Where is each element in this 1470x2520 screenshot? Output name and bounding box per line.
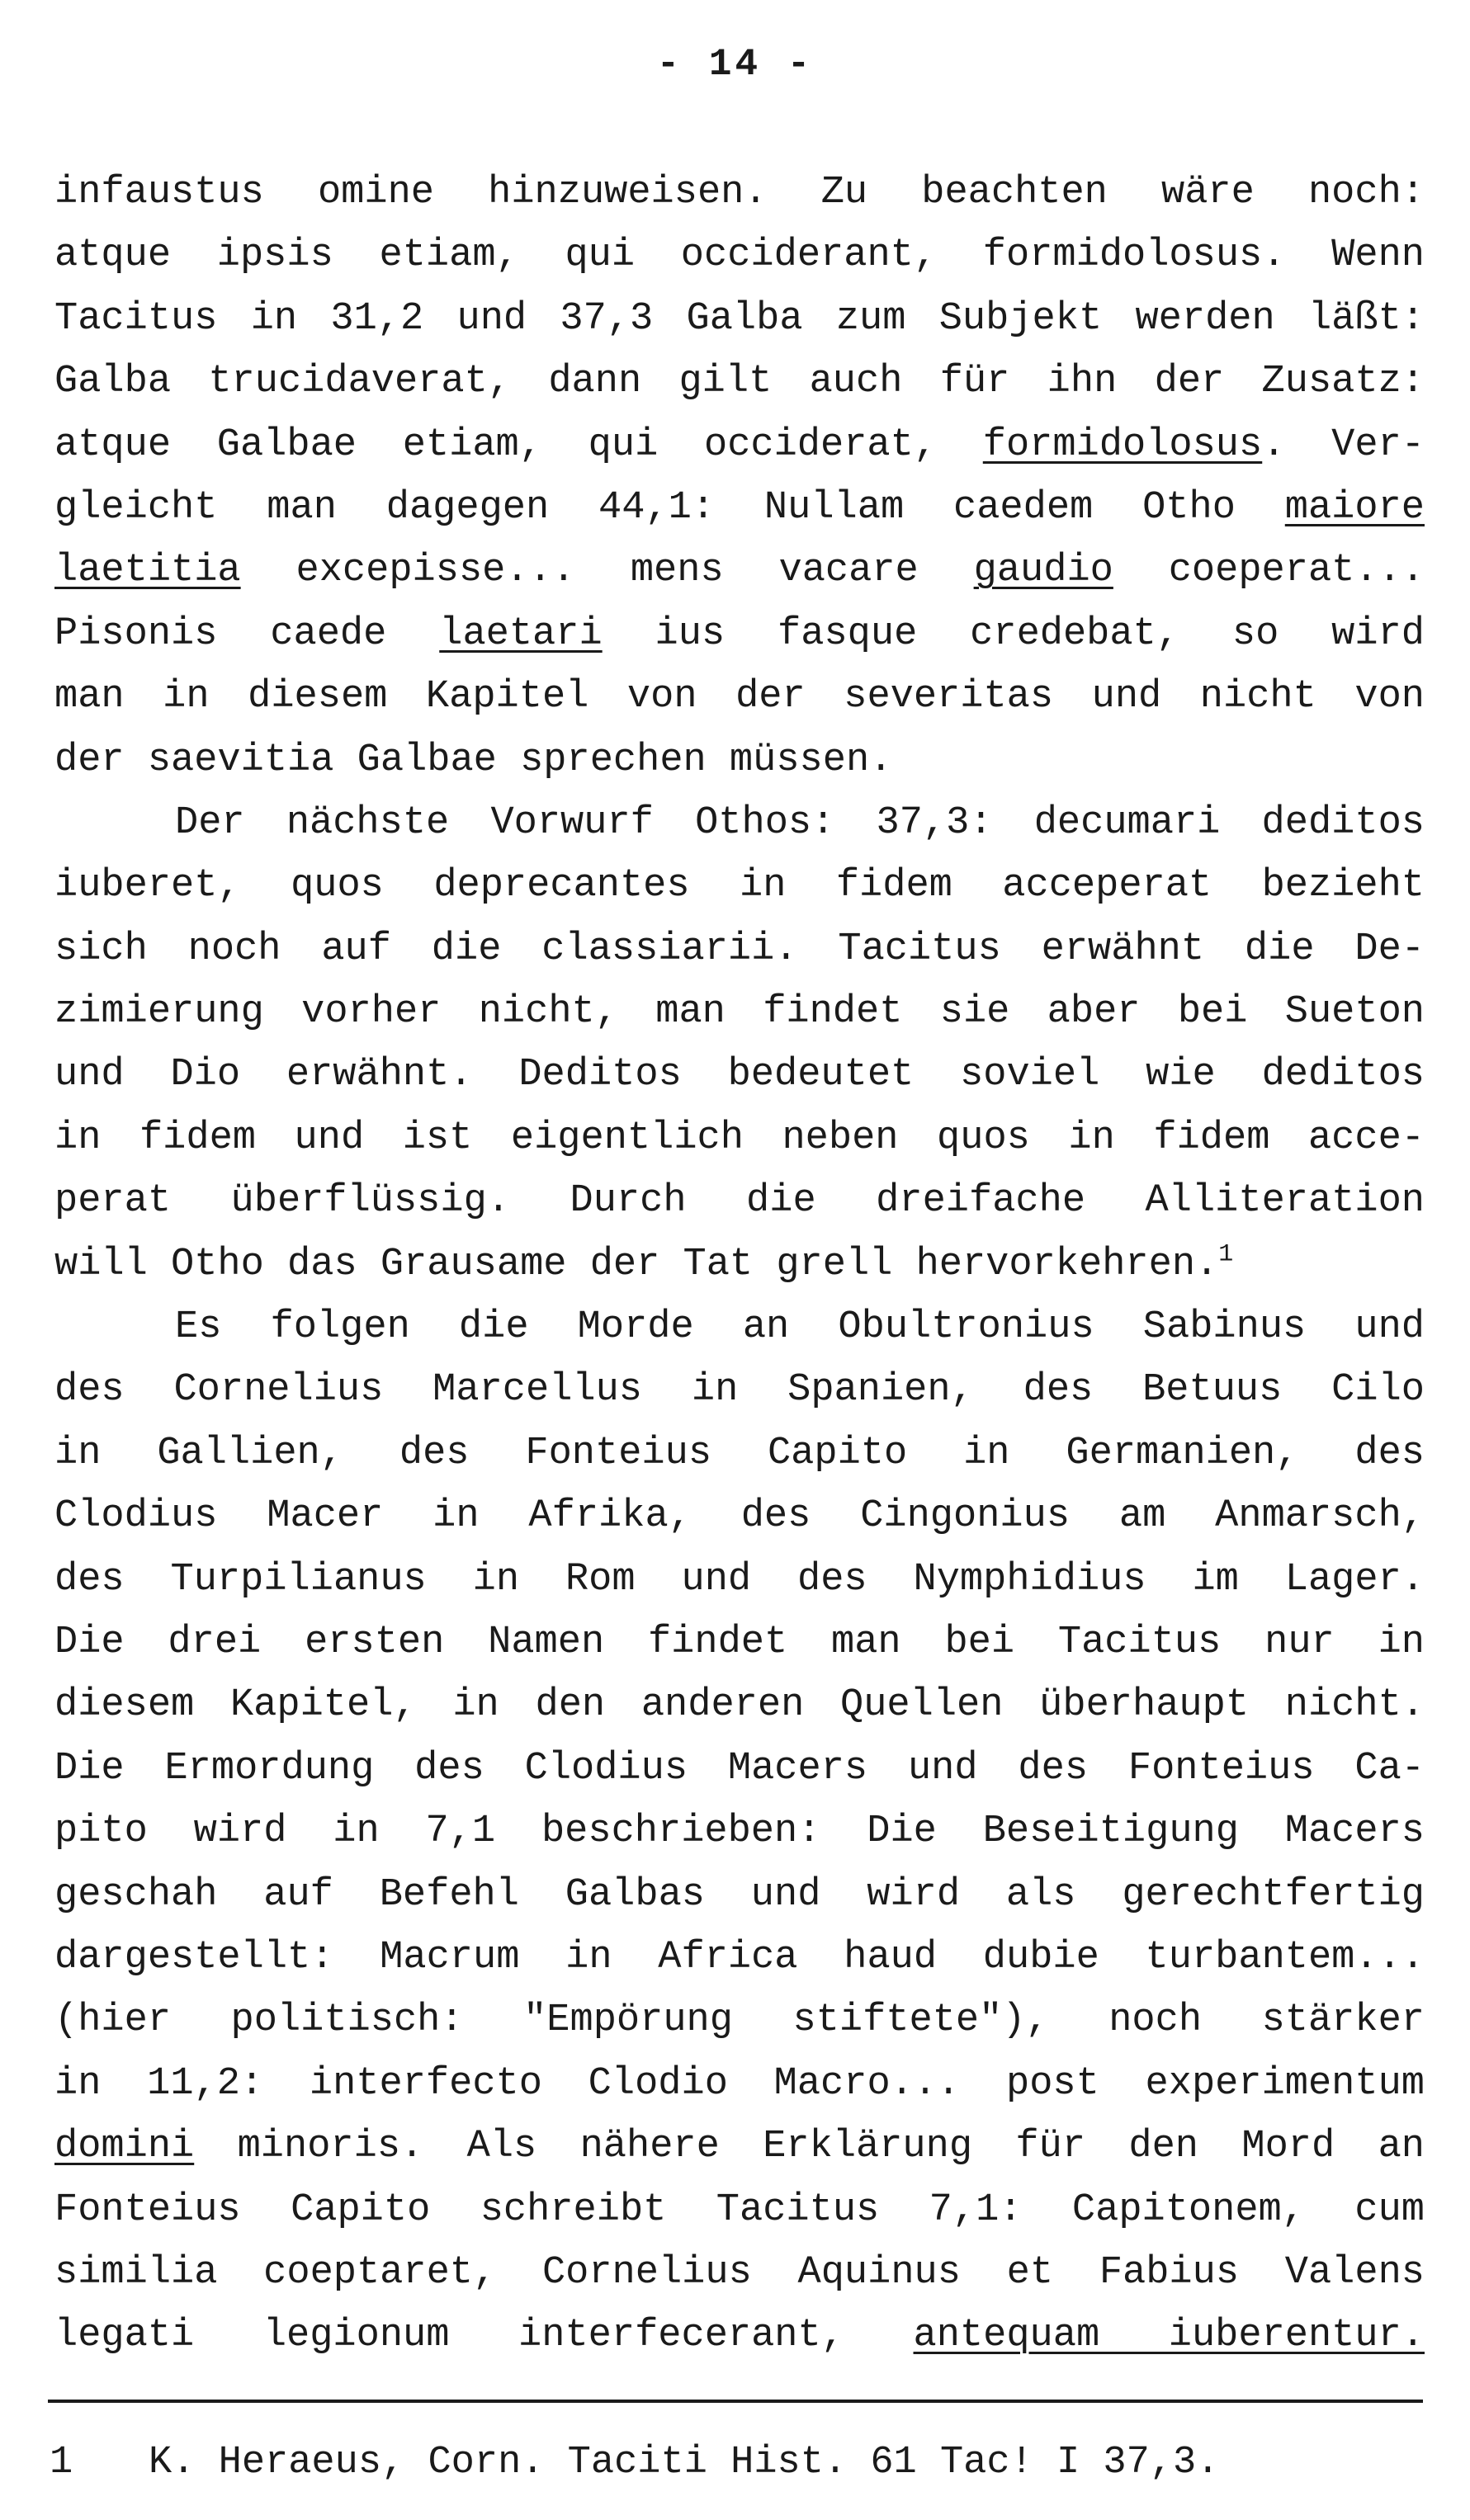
text-line [54,1800,1425,1863]
text-line [54,1549,1425,1612]
line-text: (hier politisch: "Empörung stiftete"), noch stärker [54,1999,1425,2043]
footnote-text: K. Heraeus, Corn. Taciti Hist. 61 Tac! I 37,3. [149,2441,1220,2485]
line-text: in fidem und ist eigentlich neben quos in fidem acce- [54,1116,1425,1160]
line-text: Der nächste Vorwurf Othos: 37,3: decumari deditos [175,800,1425,845]
text-line [54,792,1425,855]
line-text: geschah auf Befehl Galbas und wird als gerechtfertig [54,1872,1425,1917]
underlined-text: maiore [1284,485,1425,530]
line-text: Tacitus in 31,2 und 37,3 Galba zum Subjekt werden läßt: [54,296,1425,341]
line-text: diesem Kapitel, in den anderen Quellen überhaupt nicht. [54,1683,1425,1728]
line-text: similia coeptaret, Cornelius Aquinus et Fabius Valens [54,2250,1425,2295]
line-text: der saevitia Galbae sprechen müssen. [54,738,893,782]
text-line [54,1296,1425,1359]
line-text: atque Galbae etiam, qui occiderat, [54,422,983,467]
footnote-divider [48,2400,1423,2403]
underlined-text: gaudio [973,549,1113,593]
line-text: pito wird in 7,1 beschrieben: Die Beseitigung Macers [54,1810,1425,1854]
line-text: coeperat... [1113,549,1425,593]
text-line [54,1170,1425,1233]
text-line [54,1044,1425,1107]
text-line [54,1423,1425,1485]
footnote-number: 1 [50,2441,73,2485]
line-text: Clodius Macer in Afrika, des Cingonius am Anmarsch, [54,1494,1425,1539]
text-line [54,2179,1425,2242]
underlined-text: laetitia [54,549,241,593]
text-line [54,288,1425,351]
underlined-text: antequam iuberentur. [913,2314,1425,2358]
line-text: zimierung vorher nicht, man findet sie aber bei Sueton [54,990,1425,1035]
text-line [54,540,1425,602]
line-text: dargestellt: Macrum in Africa haud dubie turbantem... [54,1935,1425,1980]
line-text: atque ipsis etiam, qui occiderant, formidolosus. Wenn [54,234,1425,278]
text-line [54,855,1425,918]
line-text: perat überflüssig. Durch die dreifache Alliteration [54,1179,1425,1224]
line-text: in Gallien, des Fonteius Capito in Germanien, des [54,1431,1425,1475]
line-text: gleicht man dagegen 44,1: Nullam caedem Otho [54,485,1285,530]
line-text: des Cornelius Marcellus in Spanien, des Betuus Cilo [54,1368,1425,1413]
body-text [54,162,1425,2368]
line-text: legati legionum interfecerant, [54,2314,914,2358]
text-line [54,1485,1425,1548]
underlined-text: laetari [439,611,603,656]
page-number: - 14 - [656,43,814,86]
text-line [54,414,1425,477]
text-line [54,1359,1425,1422]
text-line [54,1927,1425,1989]
text-line [54,1674,1425,1737]
line-text: Es folgen die Morde an Obultronius Sabinus und [175,1305,1425,1350]
line-text: Galba trucidaverat, dann gilt auch für ihn der Zusatz: [54,360,1425,404]
text-line [54,1234,1425,1296]
line-text: excepisse... mens vacare [240,549,974,593]
line-text: . Ver- [1262,422,1425,467]
text-line [54,224,1425,287]
text-line [54,729,1425,792]
line-text: minoris. Als nähere Erklärung für den Mord an [194,2125,1425,2169]
line-text: Fonteius Capito schreibt Tacitus 7,1: Capitonem, cum [54,2187,1425,2232]
text-line [54,981,1425,1044]
text-line [54,918,1425,981]
text-line [54,2116,1425,2178]
text-line [54,666,1425,729]
line-text: Die drei ersten Namen findet man bei Tacitus nur in [54,1620,1425,1664]
line-text: Pisonis caede [54,611,440,656]
text-line [54,2053,1425,2116]
underlined-text: domini [54,2125,195,2169]
line-text: des Turpilianus in Rom und des Nymphidius im Lager. [54,1557,1425,1602]
line-text: Die Ermordung des Clodius Macers und des Fonteius Ca- [54,1746,1425,1791]
text-line [54,1107,1425,1170]
line-text: in 11,2: interfecto Clodio Macro... post experimentum [54,2061,1425,2106]
line-text: infaustus omine hinzuweisen. Zu beachten wäre noch: [54,171,1425,215]
line-text: iuberet, quos deprecantes in fidem acceperat bezieht [54,864,1425,908]
text-line [54,1864,1425,1927]
line-text: und Dio erwähnt. Deditos bedeutet soviel wie deditos [54,1053,1425,1097]
text-line [54,477,1425,540]
text-line [54,1738,1425,1800]
line-text: man in diesem Kapitel von der severitas und nicht von [54,675,1425,720]
line-text: sich noch auf die classiarii. Tacitus erwähnt die De- [54,927,1425,971]
text-line [54,2305,1425,2367]
text-line [54,603,1425,666]
underlined-text: formidolosus [982,422,1263,467]
line-text: will Otho das Grausame der Tat grell hervorkehren. [54,1242,1219,1286]
text-line [54,2242,1425,2305]
text-line [54,162,1425,224]
footnote [50,2434,1403,2492]
text-line [54,1989,1425,2052]
footnote-marker: 1 [1218,1239,1234,1268]
text-line [54,351,1425,413]
text-line [54,1612,1425,1674]
line-text: ius fasque credebat, so wird [602,611,1425,656]
